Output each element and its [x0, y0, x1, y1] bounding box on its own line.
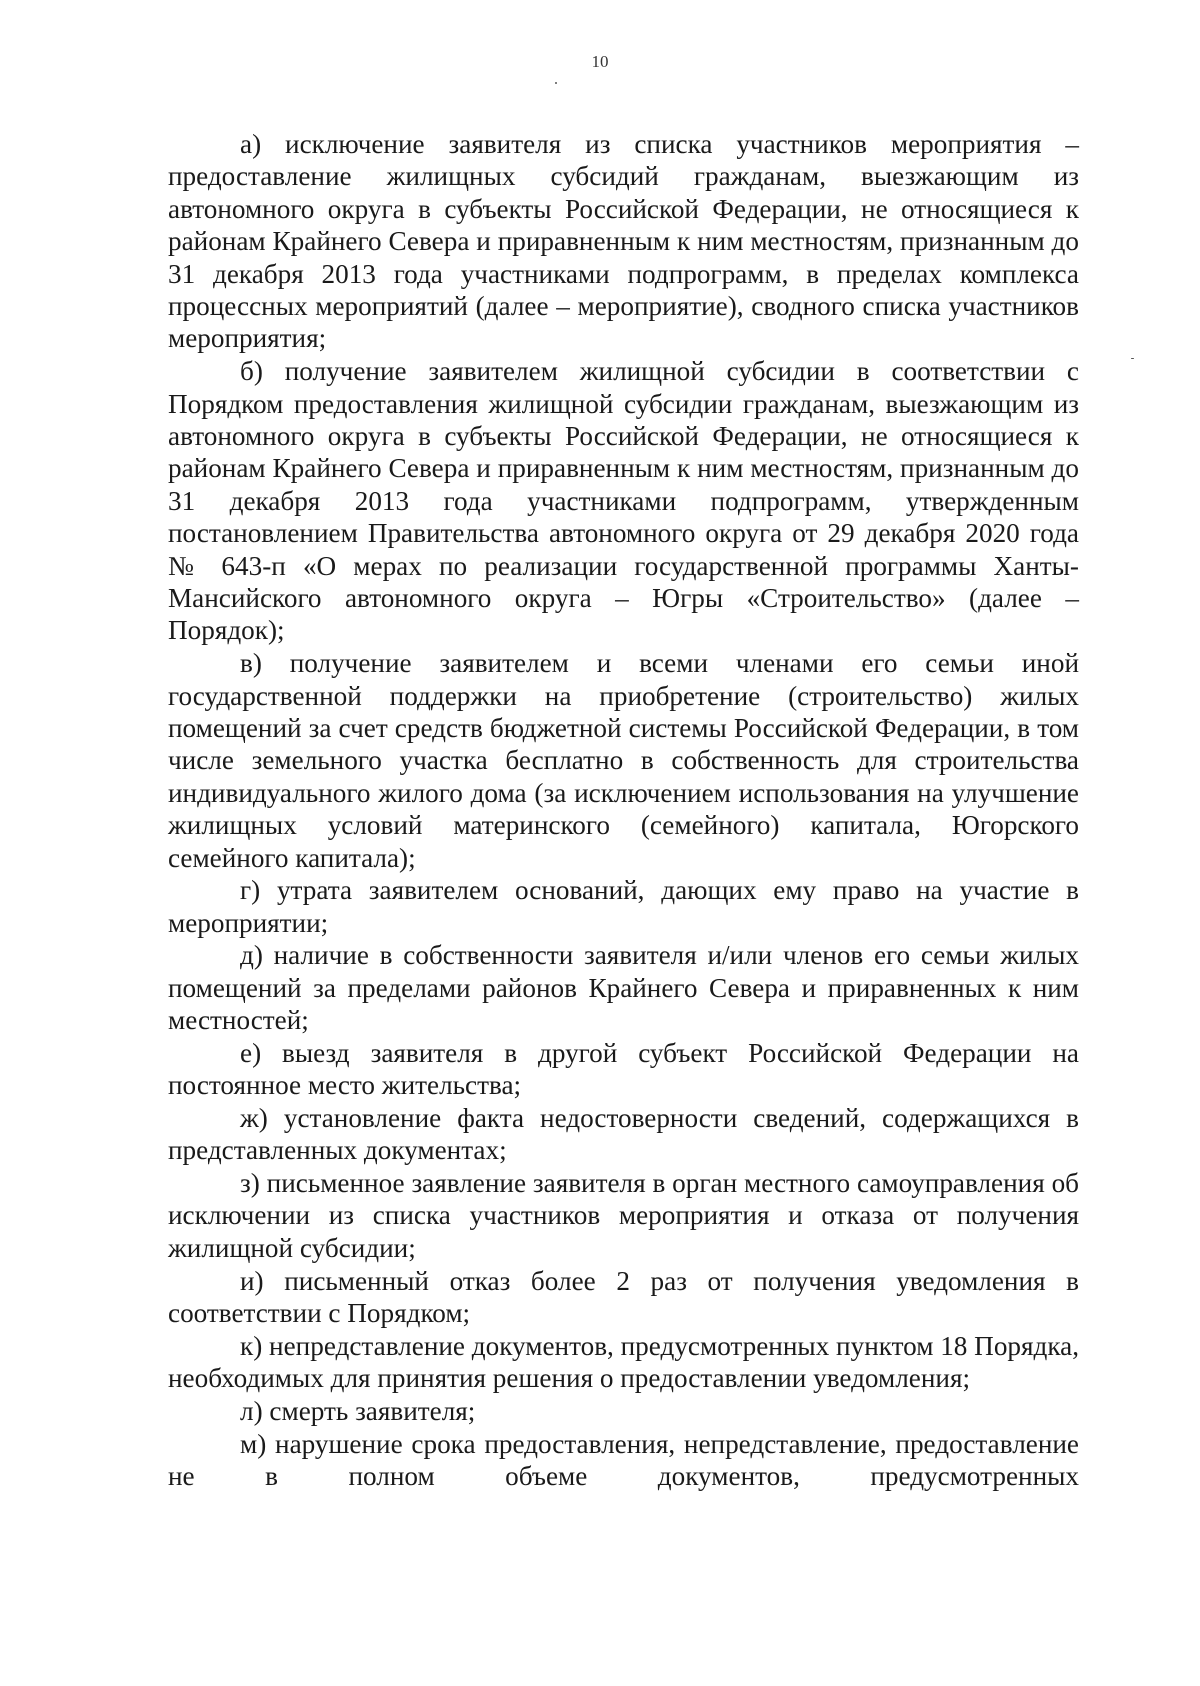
paragraph-z: з) письменное заявление заявителя в орган местного самоуправления об исключении из списка участников мероприятия и отказа от получения жилищной субсидии; — [168, 1168, 1079, 1263]
page-number: 10 — [591, 52, 609, 71]
paragraph-a: а) исключение заявителя из списка участников мероприятия – предоставление жилищных субсидий гражданам, выезжающим из автономного округа в субъекты Российской Федерации, не относящиеся к районам Крайнего Севера и приравненным к ним местностям, признанным до 31 декабря 2013 года участниками подпрограмм, в пределах комплекса процессных мероприятий (далее – мероприятие), сводного списка участников мероприятия; — [168, 129, 1079, 354]
paragraph-l: л) смерть заявителя; — [240, 1395, 476, 1426]
document-body — [168, 128, 1079, 1493]
paragraph-m: м) нарушение срока предоставления, непредставление, предоставление не в полном объеме документов, предусмотренных — [168, 1428, 1079, 1491]
paragraph-b: б) получение заявителем жилищной субсидии в соответствии с Порядком предоставления жилищной субсидии гражданам, выезжающим из автономного округа в субъекты Российской Федерации, не относящиеся к районам Крайнего Севера и приравненным к ним местностям, признанным до 31 декабря 2013 года участниками подпрограмм, утвержденным постановлением Правительства автономного округа от 29 декабря 2020 года № 643-п «О мерах по реализации государственной программы Ханты-Мансийского автономного округа – Югры «Строительство» (далее – Порядок); — [168, 356, 1079, 646]
scan-speck — [1131, 358, 1134, 359]
paragraph-zh: ж) установление факта недостоверности сведений, содержащихся в представленных документах; — [168, 1102, 1079, 1166]
paragraph-i: и) письменный отказ более 2 раз от получения уведомления в соответствии с Порядком; — [168, 1265, 1079, 1328]
paragraph-g: г) утрата заявителем оснований, дающих ему право на участие в мероприятии; — [168, 875, 1079, 938]
paragraph-d: д) наличие в собственности заявителя и/или членов его семьи жилых помещений за пределами районов Крайнего Севера и приравненных к ним местностей; — [168, 940, 1079, 1036]
paragraph-k: к) непредставление документов, предусмотренных пунктом 18 Порядка, необходимых для принятия решения о предоставлении уведомления; — [168, 1330, 1080, 1394]
scan-speck — [555, 82, 557, 84]
paragraph-e: е) выезд заявителя в другой субъект Российской Федерации на постоянное место жительства; — [168, 1037, 1079, 1101]
paragraph-v: в) получение заявителем и всеми членами его семьи иной государственной поддержки на приобретение (строительство) жилых помещений за счет средств бюджетной системы Российской Федерации, в том числе земельного участка бесплатно в собственность для строительства индивидуального жилого дома (за исключением использования на улучшение жилищных условий материнского (семейного) капитала, Югорского семейного капитала); — [168, 648, 1079, 873]
